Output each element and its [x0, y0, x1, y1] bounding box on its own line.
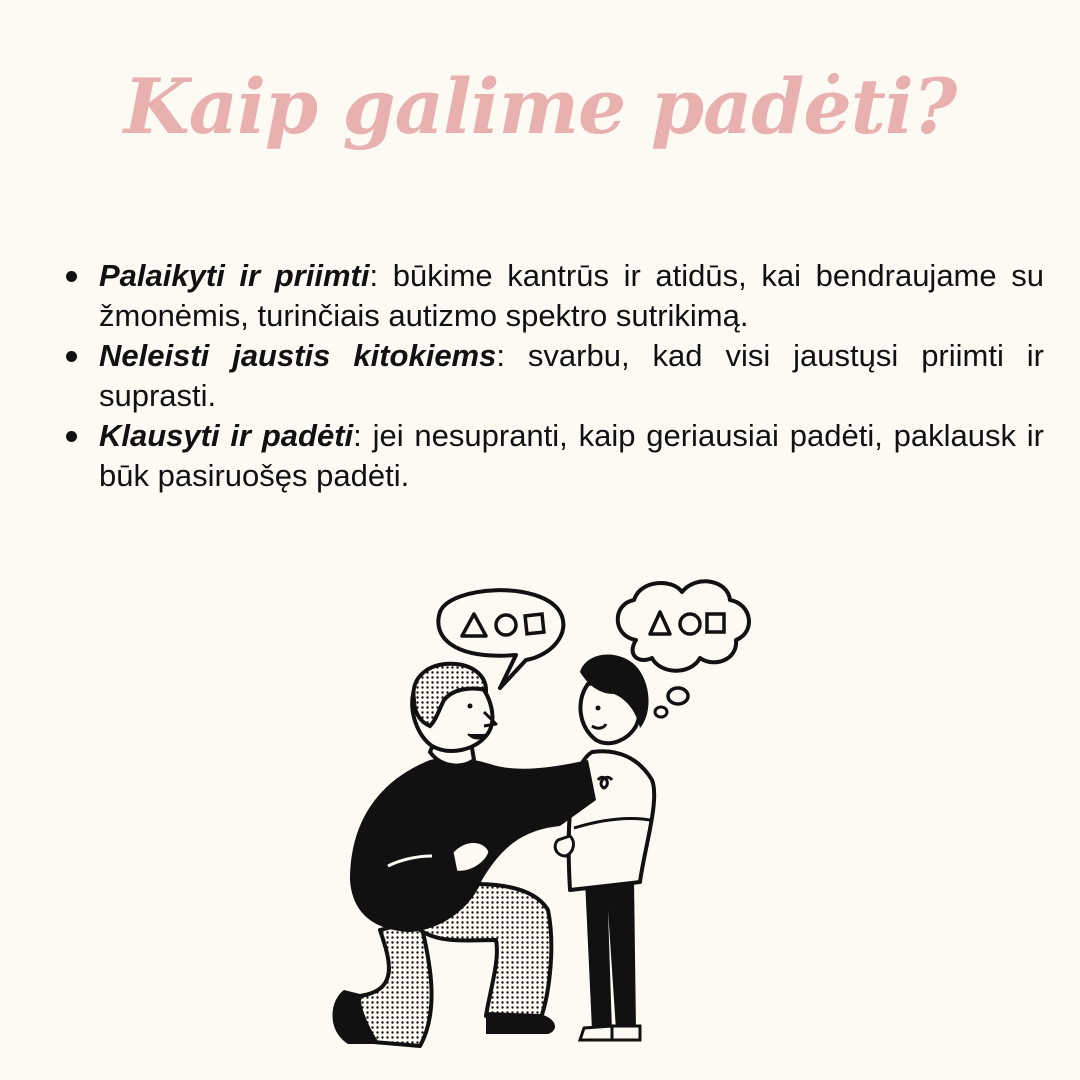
- item-text: : svarbu, kad visi jaustųsi priimti ir suprasti.: [99, 338, 1045, 413]
- list-item: [66, 256, 1044, 336]
- item-term: Palaikyti ir priimti: [99, 258, 370, 293]
- bullet-icon: [66, 271, 77, 282]
- item-term: Klausyti ir padėti: [99, 418, 354, 453]
- item-term: Neleisti jaustis kitokiems: [99, 338, 497, 373]
- list-item: [66, 336, 1044, 416]
- bullet-icon: [66, 431, 77, 442]
- child-figure: [555, 655, 654, 1040]
- bullet-icon: [66, 351, 77, 362]
- list-item: [66, 416, 1044, 496]
- adult-figure: [333, 664, 597, 1046]
- page-title: Kaip galime padėti?: [123, 62, 957, 151]
- item-text: : būkime kantrūs ir atidūs, kai bendraujame su žmonėmis, turinčiais autizmo spektro sutrikimą.: [99, 258, 1044, 333]
- adult-kneeling-talking-with-child-icon: [320, 570, 770, 1060]
- item-text: : jei nesupranti, kaip geriausiai padėti, paklausk ir būk pasiruošęs padėti.: [99, 418, 1044, 493]
- tips-list: [66, 256, 1044, 496]
